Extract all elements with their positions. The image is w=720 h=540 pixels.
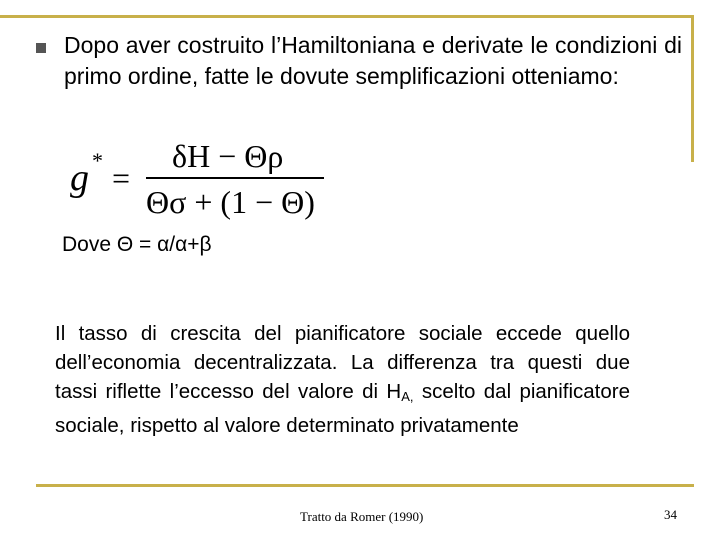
explanation-subscript: A, (401, 389, 414, 404)
growth-rate-formula (68, 130, 338, 225)
formula-numerator: δH − Θρ (172, 138, 284, 174)
top-border-line (0, 15, 693, 18)
formula-star: * (92, 148, 103, 173)
bottom-border-line (36, 484, 694, 487)
square-bullet-icon (36, 43, 46, 53)
formula-equals: = (112, 160, 131, 196)
formula-denominator: Θσ + (1 − Θ) (146, 184, 315, 220)
explanation-paragraph (55, 319, 630, 440)
right-border-line (691, 15, 694, 162)
formula-lhs: g (70, 157, 89, 199)
theta-definition: Dove Θ = α/α+β (62, 233, 212, 256)
explanation-rest: scelto dal pianificatore sociale, rispetto al valore determinato privatamente (55, 380, 630, 437)
bullet-text: Dopo aver costruito l’Hamiltoniana e derivate le condizioni di primo ordine, fatte le dovute semplificazioni otteniamo: (64, 32, 682, 89)
explanation-main: Il tasso di crescita del pianificatore sociale eccede quello dell’economia decentralizzata. La differenza tra questi due tassi riflette l’eccesso del valore di H (55, 322, 630, 403)
source-note: Tratto da Romer (1990) (300, 509, 424, 524)
page-number: 34 (664, 507, 677, 522)
